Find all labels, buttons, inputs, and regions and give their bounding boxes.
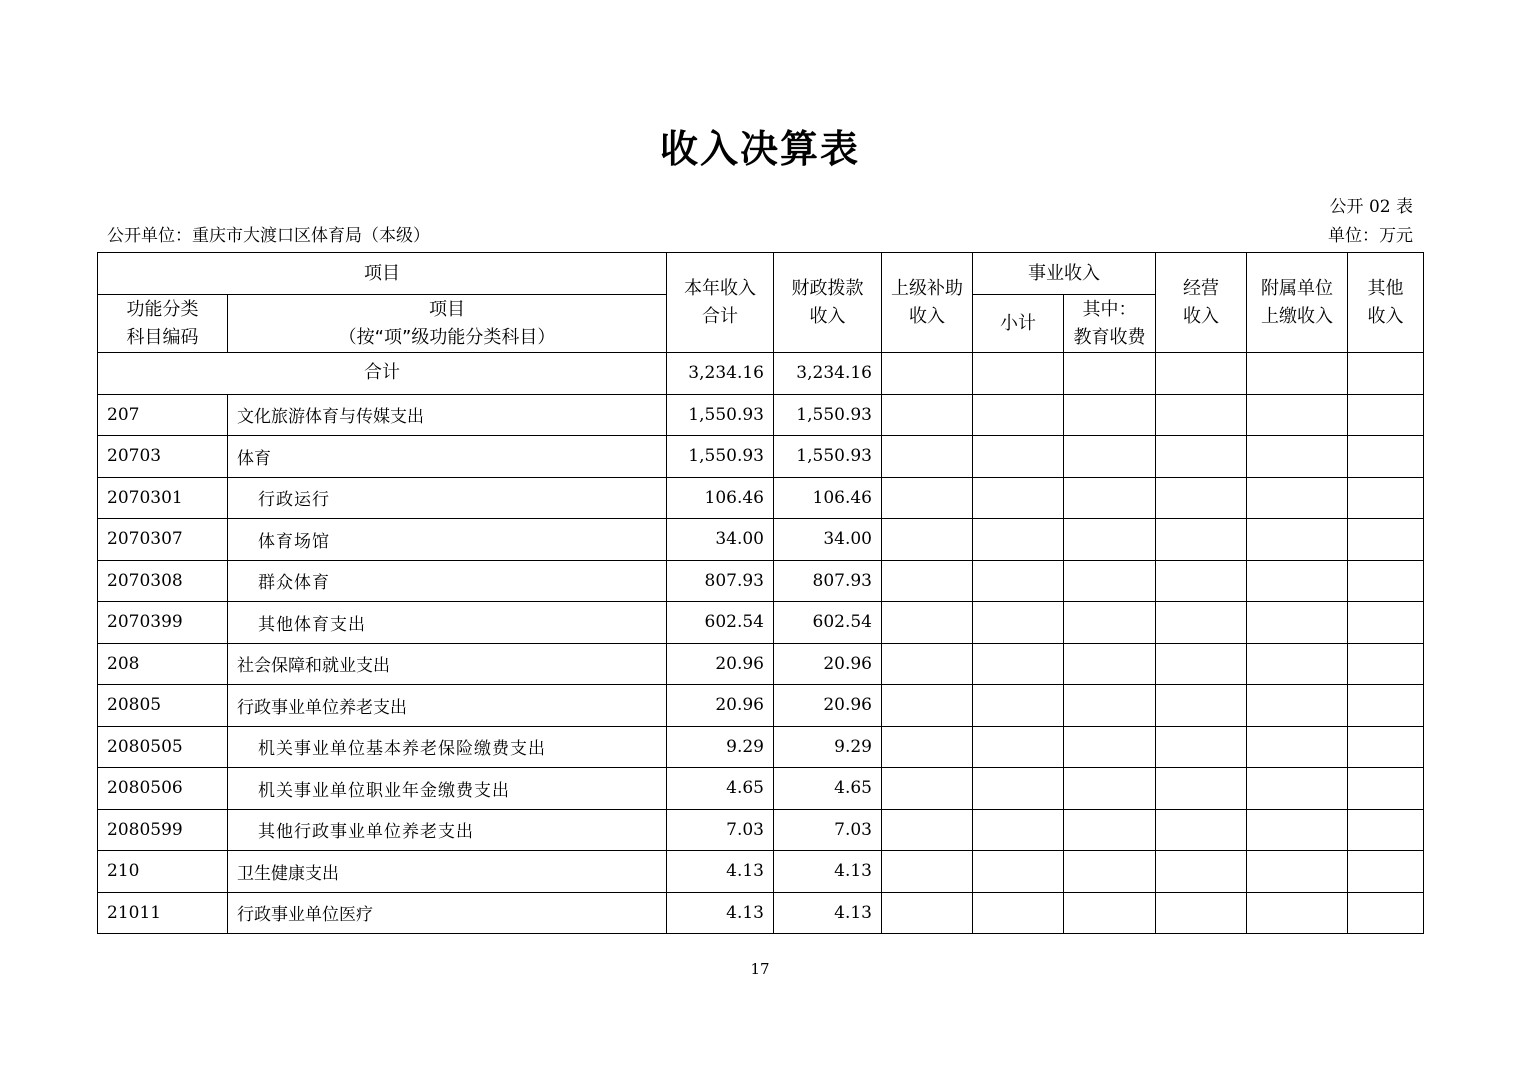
- total-fiscal-value: 3,234.16: [774, 353, 882, 395]
- empty-cell: [1348, 560, 1424, 602]
- empty-cell: [1348, 685, 1424, 727]
- empty-cell: [882, 851, 973, 893]
- header-operating-l1: 经营: [1183, 277, 1219, 299]
- row-code: 2070307: [98, 519, 228, 561]
- header-total-income-l2: 合计: [702, 305, 738, 327]
- row-code: 2070399: [98, 602, 228, 644]
- table-row: [98, 851, 1424, 893]
- row-total-income: 1,550.93: [667, 436, 774, 478]
- empty-cell: [1156, 394, 1247, 436]
- form-number: 公开 02 表: [1329, 197, 1413, 217]
- row-item-name: 卫生健康支出: [228, 851, 667, 893]
- empty-cell: [882, 892, 973, 934]
- empty-cell: [882, 643, 973, 685]
- empty-cell: [1156, 768, 1247, 810]
- table-row: [98, 602, 1424, 644]
- empty-cell: [882, 685, 973, 727]
- empty-cell: [1348, 726, 1424, 768]
- empty-cell: [1247, 685, 1348, 727]
- empty-cell: [1156, 519, 1247, 561]
- row-fiscal-income: 1,550.93: [774, 394, 882, 436]
- empty-cell: [1247, 809, 1348, 851]
- header-item-l1: 项目: [429, 298, 465, 320]
- empty-cell: [1348, 851, 1424, 893]
- row-item-name: 机关事业单位职业年金缴费支出: [228, 768, 667, 810]
- row-total-income: 807.93: [667, 560, 774, 602]
- table-row: [98, 560, 1424, 602]
- header-code-l1: 功能分类: [126, 298, 199, 320]
- empty-cell: [973, 519, 1064, 561]
- row-fiscal-income: 4.13: [774, 851, 882, 893]
- table-row: [98, 436, 1424, 478]
- empty-cell: [1247, 436, 1348, 478]
- empty-cell: [973, 643, 1064, 685]
- row-code: 2080506: [98, 768, 228, 810]
- row-item-name: 机关事业单位基本养老保险缴费支出: [228, 726, 667, 768]
- row-code: 210: [98, 851, 228, 893]
- row-item-name: 行政事业单位养老支出: [228, 685, 667, 727]
- row-code: 208: [98, 643, 228, 685]
- empty-cell: [1247, 560, 1348, 602]
- empty-cell: [973, 892, 1064, 934]
- row-fiscal-income: 7.03: [774, 809, 882, 851]
- header-superior-l2: 收入: [909, 305, 945, 327]
- empty-cell: [882, 436, 973, 478]
- total-row: [98, 353, 1424, 395]
- empty-cell: [1247, 394, 1348, 436]
- row-code: 21011: [98, 892, 228, 934]
- total-label: 合计: [98, 353, 667, 395]
- empty-cell: [1348, 768, 1424, 810]
- row-item-name: 其他行政事业单位养老支出: [228, 809, 667, 851]
- header-code-l2: 科目编码: [126, 326, 199, 348]
- empty-cell: [882, 768, 973, 810]
- row-item-name: 行政运行: [228, 477, 667, 519]
- header-other: [1348, 253, 1424, 353]
- empty-cell: [1064, 685, 1156, 727]
- table-row: [98, 643, 1424, 685]
- empty-cell: [1247, 768, 1348, 810]
- header-affiliated: [1247, 253, 1348, 353]
- row-fiscal-income: 4.65: [774, 768, 882, 810]
- empty-cell: [973, 768, 1064, 810]
- empty-cell: [1064, 892, 1156, 934]
- empty-cell: [1348, 809, 1424, 851]
- empty-cell: [1156, 685, 1247, 727]
- empty-cell: [1348, 643, 1424, 685]
- report-title: 收入决算表: [659, 127, 860, 171]
- empty-cell: [973, 851, 1064, 893]
- empty-cell: [1064, 643, 1156, 685]
- empty-cell: [1156, 726, 1247, 768]
- row-total-income: 9.29: [667, 726, 774, 768]
- empty-cell: [1156, 643, 1247, 685]
- page-number: 17: [750, 960, 770, 978]
- table-row: [98, 726, 1424, 768]
- empty-cell: [1348, 436, 1424, 478]
- empty-cell: [882, 809, 973, 851]
- row-code: 2080599: [98, 809, 228, 851]
- row-total-income: 34.00: [667, 519, 774, 561]
- row-total-income: 106.46: [667, 477, 774, 519]
- empty-cell: [882, 353, 973, 395]
- row-fiscal-income: 9.29: [774, 726, 882, 768]
- empty-cell: [1247, 851, 1348, 893]
- row-item-name: 体育: [228, 436, 667, 478]
- row-code: 20805: [98, 685, 228, 727]
- header-fiscal-l1: 财政拨款: [791, 277, 864, 299]
- row-fiscal-income: 34.00: [774, 519, 882, 561]
- empty-cell: [1064, 394, 1156, 436]
- table-row: [98, 892, 1424, 934]
- header-business-group: 事业收入: [973, 253, 1156, 295]
- row-code: 2070308: [98, 560, 228, 602]
- empty-cell: [1064, 353, 1156, 395]
- header-fiscal-l2: 收入: [809, 305, 846, 327]
- header-other-l1: 其他: [1367, 277, 1404, 299]
- empty-cell: [1247, 519, 1348, 561]
- empty-cell: [882, 726, 973, 768]
- empty-cell: [1064, 726, 1156, 768]
- header-edu-fee-l1: 其中：: [1082, 298, 1137, 320]
- empty-cell: [973, 353, 1064, 395]
- header-edu-fee: [1064, 295, 1156, 353]
- header-superior-l1: 上级补助: [891, 277, 963, 299]
- empty-cell: [1156, 602, 1247, 644]
- header-code: [98, 295, 228, 353]
- row-total-income: 4.65: [667, 768, 774, 810]
- row-total-income: 20.96: [667, 643, 774, 685]
- empty-cell: [973, 436, 1064, 478]
- header-fiscal: [774, 253, 882, 353]
- empty-cell: [1064, 602, 1156, 644]
- header-superior: [882, 253, 973, 353]
- table-row: [98, 768, 1424, 810]
- header-affiliated-l2: 上缴收入: [1261, 305, 1333, 327]
- empty-cell: [973, 602, 1064, 644]
- table-row: [98, 394, 1424, 436]
- row-code: 20703: [98, 436, 228, 478]
- empty-cell: [1247, 892, 1348, 934]
- empty-cell: [1348, 353, 1424, 395]
- empty-cell: [1348, 394, 1424, 436]
- row-fiscal-income: 1,550.93: [774, 436, 882, 478]
- empty-cell: [1247, 477, 1348, 519]
- header-item-group: 项目: [98, 253, 667, 295]
- empty-cell: [1064, 768, 1156, 810]
- row-code: 207: [98, 394, 228, 436]
- empty-cell: [1348, 519, 1424, 561]
- header-total-income: [667, 253, 774, 353]
- empty-cell: [1064, 809, 1156, 851]
- row-item-name: 群众体育: [228, 560, 667, 602]
- row-total-income: 1,550.93: [667, 394, 774, 436]
- table-row: [98, 809, 1424, 851]
- row-total-income: 7.03: [667, 809, 774, 851]
- table-row: [98, 477, 1424, 519]
- empty-cell: [1064, 436, 1156, 478]
- empty-cell: [1064, 519, 1156, 561]
- empty-cell: [1156, 436, 1247, 478]
- row-fiscal-income: 20.96: [774, 643, 882, 685]
- empty-cell: [882, 602, 973, 644]
- header-other-l2: 收入: [1367, 305, 1404, 327]
- row-code: 2080505: [98, 726, 228, 768]
- empty-cell: [973, 685, 1064, 727]
- empty-cell: [882, 519, 973, 561]
- header-edu-fee-l2: 教育收费: [1073, 326, 1146, 348]
- row-code: 2070301: [98, 477, 228, 519]
- row-total-income: 4.13: [667, 892, 774, 934]
- reporting-unit: 公开单位：重庆市大渡口区体育局（本级）: [107, 226, 430, 246]
- row-total-income: 4.13: [667, 851, 774, 893]
- header-operating-l2: 收入: [1183, 305, 1219, 327]
- header-subtotal: 小计: [973, 295, 1064, 353]
- empty-cell: [973, 560, 1064, 602]
- header-affiliated-l1: 附属单位: [1261, 277, 1333, 299]
- row-fiscal-income: 4.13: [774, 892, 882, 934]
- empty-cell: [1064, 560, 1156, 602]
- header-item: [228, 295, 667, 353]
- row-item-name: 文化旅游体育与传媒支出: [228, 394, 667, 436]
- empty-cell: [973, 726, 1064, 768]
- empty-cell: [1348, 602, 1424, 644]
- empty-cell: [1064, 851, 1156, 893]
- empty-cell: [882, 477, 973, 519]
- row-total-income: 20.96: [667, 685, 774, 727]
- header-operating: [1156, 253, 1247, 353]
- total-income-value: 3,234.16: [667, 353, 774, 395]
- row-fiscal-income: 602.54: [774, 602, 882, 644]
- empty-cell: [1156, 892, 1247, 934]
- empty-cell: [1156, 353, 1247, 395]
- empty-cell: [882, 394, 973, 436]
- empty-cell: [1247, 353, 1348, 395]
- header-total-income-l1: 本年收入: [684, 277, 756, 299]
- row-fiscal-income: 20.96: [774, 685, 882, 727]
- row-item-name: 行政事业单位医疗: [228, 892, 667, 934]
- empty-cell: [1156, 809, 1247, 851]
- header-item-l2: （按“项”级功能分类科目）: [338, 326, 556, 348]
- row-fiscal-income: 106.46: [774, 477, 882, 519]
- empty-cell: [1247, 726, 1348, 768]
- empty-cell: [882, 560, 973, 602]
- income-table: [97, 252, 1424, 934]
- currency-unit: 单位：万元: [1328, 226, 1413, 246]
- empty-cell: [973, 477, 1064, 519]
- empty-cell: [1247, 643, 1348, 685]
- table-row: [98, 685, 1424, 727]
- empty-cell: [1156, 851, 1247, 893]
- empty-cell: [1348, 477, 1424, 519]
- empty-cell: [1064, 477, 1156, 519]
- row-item-name: 社会保障和就业支出: [228, 643, 667, 685]
- empty-cell: [1247, 602, 1348, 644]
- empty-cell: [1156, 477, 1247, 519]
- row-item-name: 其他体育支出: [228, 602, 667, 644]
- empty-cell: [973, 394, 1064, 436]
- row-item-name: 体育场馆: [228, 519, 667, 561]
- row-fiscal-income: 807.93: [774, 560, 882, 602]
- empty-cell: [1348, 892, 1424, 934]
- empty-cell: [1156, 560, 1247, 602]
- row-total-income: 602.54: [667, 602, 774, 644]
- empty-cell: [973, 809, 1064, 851]
- table-row: [98, 519, 1424, 561]
